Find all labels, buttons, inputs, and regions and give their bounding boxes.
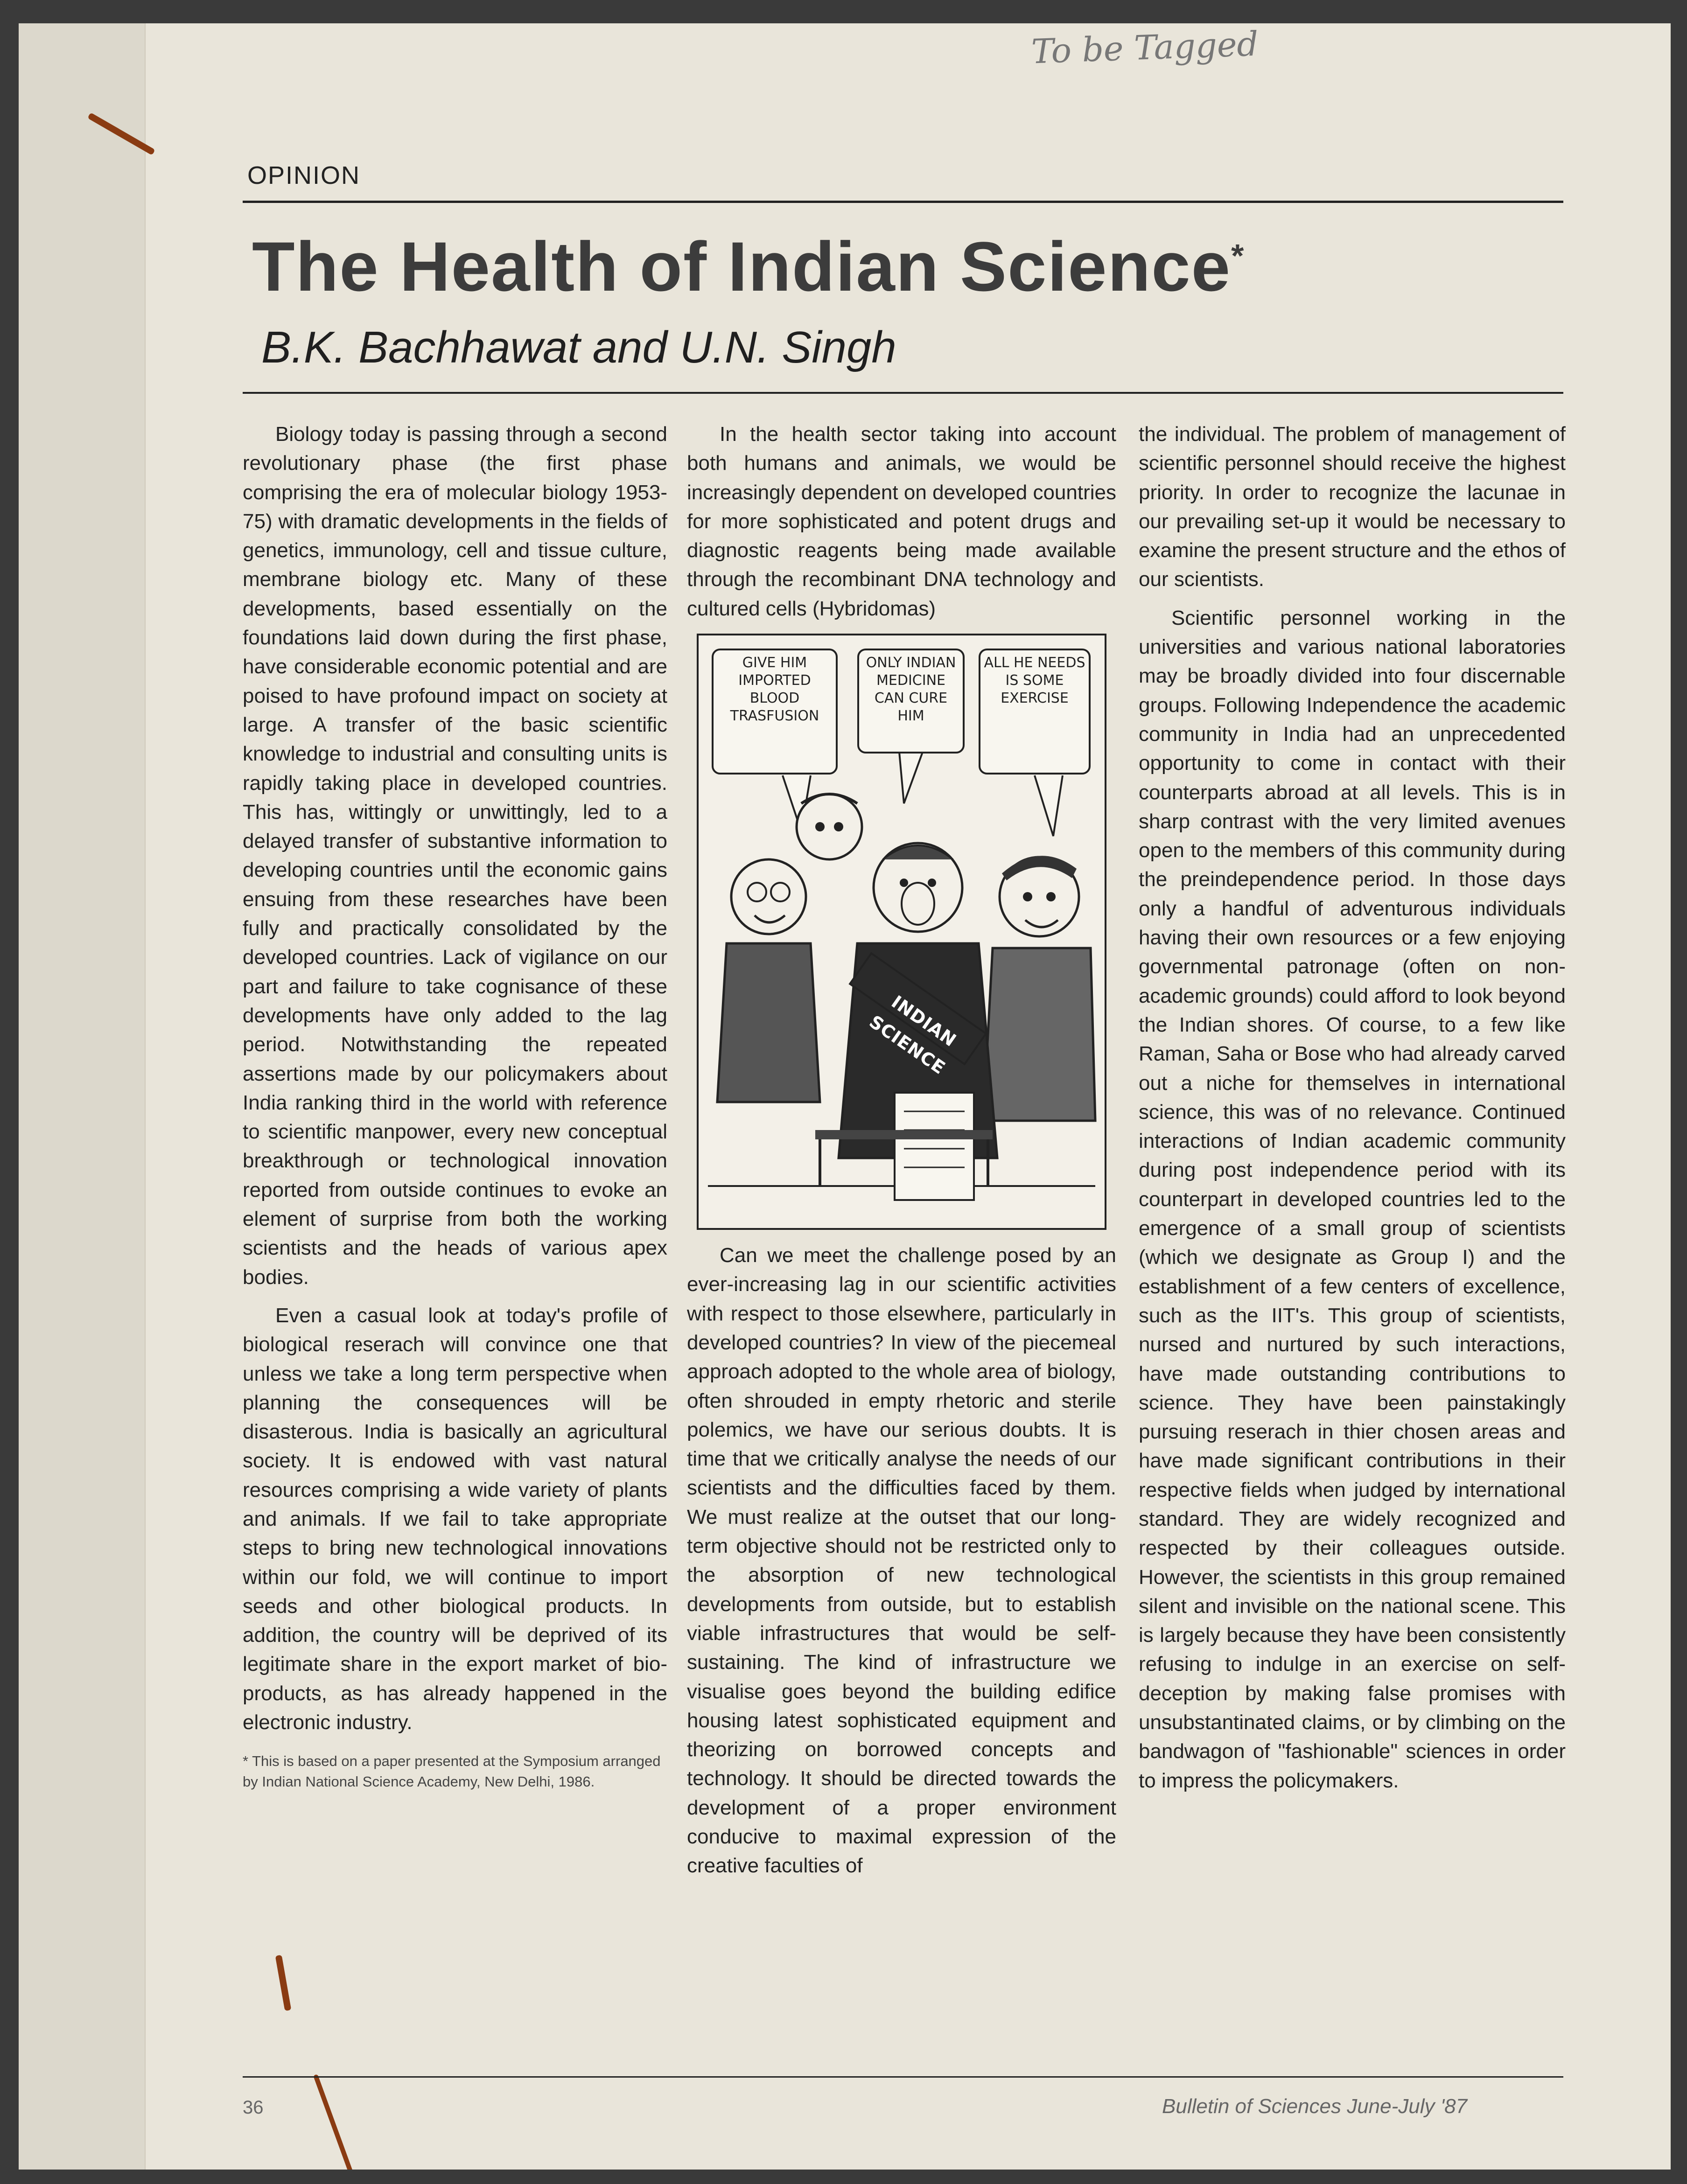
paragraph: In the health sector taking into account both humans and animals, we would be increasingly dependent on developed countries for more sophisticated and potent drugs and diagnostic reagents being made available through the recombinant DNA technology and cultured cells (Hybridomas) xyxy=(687,423,1116,620)
speech-bubble-right: ALL HE NEEDS IS SOME EXERCISE xyxy=(979,649,1091,775)
rust-stain xyxy=(275,1955,292,2011)
document-page xyxy=(19,23,1671,2170)
text-column-3 xyxy=(1139,420,1566,1805)
speech-bubble-middle: ONLY INDIAN MEDICINE CAN CURE HIM xyxy=(857,649,965,754)
cartoon-illustration xyxy=(697,634,1106,1230)
paragraph: Even a casual look at today's profile of biological reserach will convince one that unless we take a long term perspective when planning the consequences will be disasterous. India is basically an agricultural society. It is endowed with vast natural resources comprising a wide variety of plants and animals. If we fail to take appropriate steps to bring new technological innovations within our fold, we will continue to import seeds and other biological products. In addition, the country will be deprived of its legitimate share in the export market of bio-products, as has already happened in the electronic industry. xyxy=(243,1304,667,1734)
speech-bubble-left: GIVE HIM IMPORTED BLOOD TRASFUSION xyxy=(712,649,838,775)
title-rule xyxy=(243,392,1563,394)
paragraph: Biology today is passing through a second revolutionary phase (the first phase comprising the era of molecular biology 1953-75) with dramatic developments in the fields of genetics, immunology, cell and tissue culture, membrane biology etc. Many of these developments, based essentially on the foundations laid down during the first phase, have considerable economic potential and are poised to have profound impact on society at large. A transfer of the basic scientific knowledge to industrial and consulting units is rapidly taking place in developed countries. This has, wittingly or unwittingly, led to a delayed transfer of substantive information to developing countries until the economic gains ensuing from these researches have been fully and practically consolidated by the developed countries. Lack of vigilance on our part and failure to take cognisance of these developments have only added to the lag period. Notwithstanding the repeated assertions made by our policymakers about India ranking third in the world with reference to scientific manpower, every new conceptual breakthrough or technological innovation reported from outside continues to evoke an element of surprise from both the working scientists and the heads of various apex bodies. xyxy=(243,423,667,1289)
paragraph: Can we meet the challenge posed by an ever-increasing lag in our scientific activities with respect to those elsewhere, particularly in developed countries? In view of the piecemeal approach adopted to the whole area of biology, often shrouded in empty rhetoric and sterile polemics, we have our serious doubts. It is time that we critically analyse the needs of our scientists and the difficulties faced by them. We must realize at the outset that our long-term objective should not be restricted only to the absorption of new technological developments from outside, but to establish viable infrastructures that would be self-sustaining. The kind of infrastructure we visualise goes beyond the building edifice housing latest sophisticated equipment and theorizing on borrowed concepts and technology. It should be directed towards the development of a proper environment conducive to maximal expression of the creative faculties of xyxy=(687,1244,1116,1877)
footnote: * This is based on a paper presented at the Symposium arranged by Indian National Science Academy, New Delhi, 1986. xyxy=(243,1753,661,1790)
text-column-2 xyxy=(687,420,1116,1890)
article-title xyxy=(252,226,1245,307)
rust-stain xyxy=(313,2074,354,2170)
header-rule xyxy=(243,201,1563,203)
title-footnote-mark: * xyxy=(1231,237,1245,274)
footer-rule xyxy=(243,2076,1563,2078)
handwritten-note: To be Tagged xyxy=(1030,24,1259,71)
article-authors: B.K. Bachhawat and U.N. Singh xyxy=(261,322,896,372)
section-label: OPINION xyxy=(247,161,361,189)
paragraph: Scientific personnel working in the universities and various national laboratories may be broadly divided into four discernable groups. Following Independence the academic community in India had an unprecedented opportunity to come in contact with their counterparts abroad at all levels. This is in sharp contrast with the very limited avenues open to the members of this community during the preindependence period. In those days only a handful of adventurous individuals having their own resources or a few enjoying governmental patronage (often on non-academic grounds) could afford to look beyond the Indian shores. Of course, to a few like Raman, Saha or Bose who had already carved out a niche for themselves in international science, this was of no relevance. Continued interactions of Indian academic community during post independence period with its counterpart in developed countries led to the emergence of a small group of scientists (which we designate as Group I) and the establishment of a few centers of excellence, such as the IIT's. This group of scientists, nursed and nurtured by such interactions, have made outstanding contributions to science. They have been painstakingly pursuing reserach in thier chosen areas and have made significant contributions in their respective fields when judged by international standard. They are widely recognized and respected by their colleagues outside. However, the scientists in this group remained silent and invisible on the national scene. This is largely because they have been consistently refusing to indulge in an exercise on self-deception by making false promises with unsubstantinated claims, or by climbing on the bandwagon of "fashionable" sciences in order to impress the policymakers. xyxy=(1139,606,1566,1792)
paragraph: the individual. The problem of management of scientific personnel should receive the highest priority. In order to recognize the lacunae in our prevailing set-up it would be necessary to examine the present structure and the ethos of our scientists. xyxy=(1139,423,1566,591)
text-column-1 xyxy=(243,420,667,1792)
patient-sash-label: INDIAN SCIENCE xyxy=(865,991,960,1079)
page-number: 36 xyxy=(243,2097,264,2118)
article-title-text: The Health of Indian Science xyxy=(252,227,1232,306)
binding-tape xyxy=(19,23,146,2170)
journal-citation: Bulletin of Sciences June-July '87 xyxy=(1162,2095,1468,2118)
